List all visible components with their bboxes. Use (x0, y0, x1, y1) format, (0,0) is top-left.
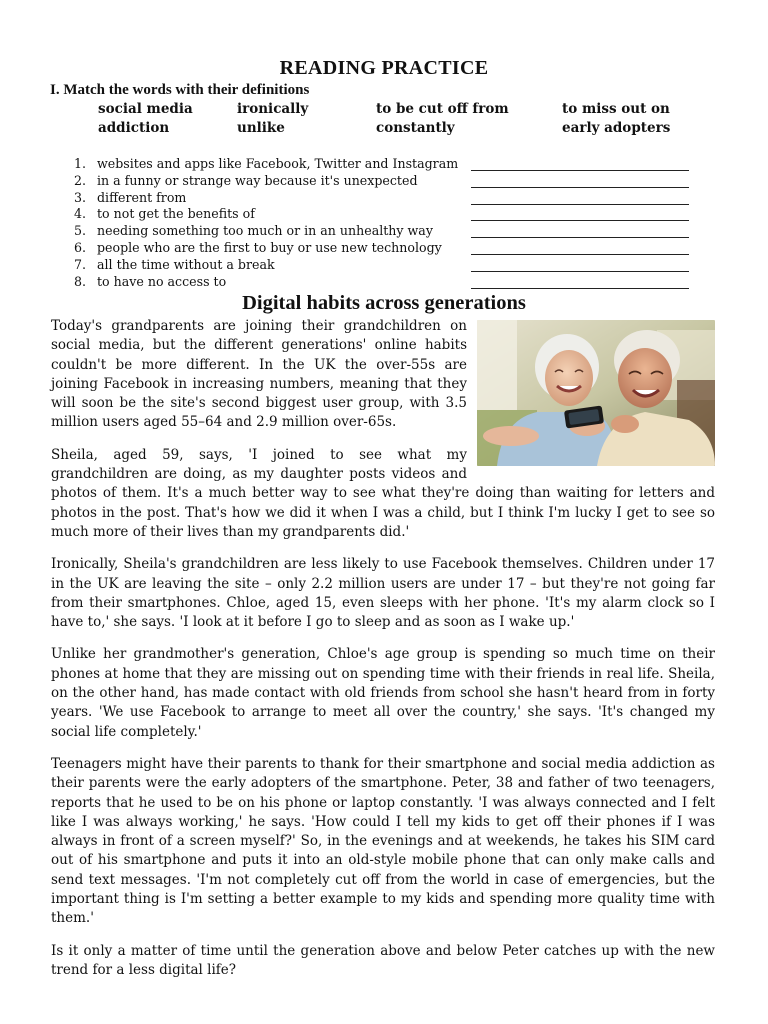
definition-item (72, 190, 702, 207)
article-paragraph: Today's grandparents are joining their grandchildren on social media, but the different generations' online habits couldn't be more different. In the UK the over-55s are joining Facebook in increasing numbers, meaning that they will soon be the site's second biggest user group, with 3.5 million users aged 55–64 and 2.9 million over-65s. (51, 318, 467, 431)
page-title: READING PRACTICE (279, 57, 489, 79)
definitions-list (72, 156, 702, 290)
definition-text: all the time without a break (97, 256, 275, 272)
definition-number: 3. (73, 189, 86, 205)
grandparents-photo (477, 320, 715, 466)
answer-line[interactable] (471, 288, 689, 289)
answer-line[interactable] (471, 254, 689, 255)
definition-text: websites and apps like Facebook, Twitter and Instagram (97, 156, 459, 171)
word-bank-item: early adopters (562, 120, 671, 136)
word-bank-item: addiction (98, 120, 170, 136)
article-paragraph: Teenagers might have their parents to thank for their smartphone and social media addiction as their parents were the early adopters of the smartphone. Peter, 38 and father of two teenagers, reports that he used to be on his phone or laptop constantly. 'I was always connected and I felt like I was always working,' he says. 'How could I tell my kids to get off their phones if I was always in front of a screen myself?' So, in the evenings and at weekends, he takes his SIM card out of his smartphone and puts it into an old-style mobile phone that can only make calls and send text messages. 'I'm not completely cut off from the world in case of emergencies, but the important thing is I'm setting a better example to my kids and spending more quality time with them.' (51, 755, 715, 927)
definition-text: needing something too much or in an unhealthy way (97, 223, 433, 239)
word-bank-item: ironically (237, 101, 309, 117)
definition-item (72, 257, 702, 274)
word-bank-item: social media (98, 101, 193, 117)
article-paragraph: Unlike her grandmother's generation, Chloe's age group is spending so much time on their phones at home that they are missing out on spending time with their friends in real life. Sheila, on the other hand, has made contact with old friends from school she hasn't heard from in forty years. 'We use Facebook to arrange to meet all over the country,' she says. 'It's changed my social life completely.' (51, 646, 715, 740)
definition-text: people who are the first to buy or use new technology (97, 239, 442, 255)
article-paragraph: Ironically, Sheila's grandchildren are less likely to use Facebook themselves. Children under 17 in the UK are leaving the site – only 2.2 million users are under 17 – but they're not going far from their smartphones. Chloe, aged 15, even sleeps with her phone. 'It's my alarm clock so I have to,' she says. 'I look at it before I go to sleep and as soon as I wake up.' (51, 556, 715, 631)
definition-number: 7. (73, 256, 86, 272)
article-paragraph: Is it only a matter of time until the generation above and below Peter catches up with the new trend for a less digital life? (51, 942, 715, 978)
answer-line[interactable] (471, 220, 689, 221)
definition-number: 1. (73, 156, 86, 171)
definition-item (72, 173, 702, 190)
article-body (51, 317, 715, 993)
article-title: Digital habits across generations (242, 292, 526, 314)
definition-item (72, 206, 702, 223)
word-bank-item: to be cut off from (376, 101, 509, 117)
definition-text: in a funny or strange way because it's unexpected (97, 172, 418, 188)
definition-text: different from (97, 189, 187, 205)
answer-line[interactable] (471, 170, 689, 171)
definition-text: to have no access to (97, 273, 227, 289)
definition-number: 4. (73, 206, 86, 222)
answer-line[interactable] (471, 271, 689, 272)
word-bank-item: unlike (237, 120, 285, 136)
definition-text: to not get the benefits of (97, 206, 255, 222)
answer-line[interactable] (471, 237, 689, 238)
word-bank-item: constantly (376, 120, 455, 136)
word-bank-item: to miss out on (562, 101, 670, 117)
answer-line[interactable] (471, 187, 689, 188)
exercise-instruction: I. Match the words with their definitions (50, 82, 310, 98)
article-paragraph: Sheila, aged 59, says, 'I joined to see what my grandchildren are doing, as my daughter posts videos and photos of them. It's a much better way to see what they're doing than waiting for letters and photos in the post. That's how we did it when I was a child, but I think I'm lucky I get to see so much more of their lives than my grandparents did.' (51, 446, 715, 540)
definition-number: 2. (73, 172, 86, 188)
definition-number: 8. (73, 273, 86, 289)
definition-number: 6. (73, 239, 86, 255)
definition-item (72, 223, 702, 240)
definition-item (72, 274, 702, 291)
definition-number: 5. (73, 223, 86, 239)
definition-item (72, 156, 702, 173)
definition-item (72, 240, 702, 257)
answer-line[interactable] (471, 204, 689, 205)
